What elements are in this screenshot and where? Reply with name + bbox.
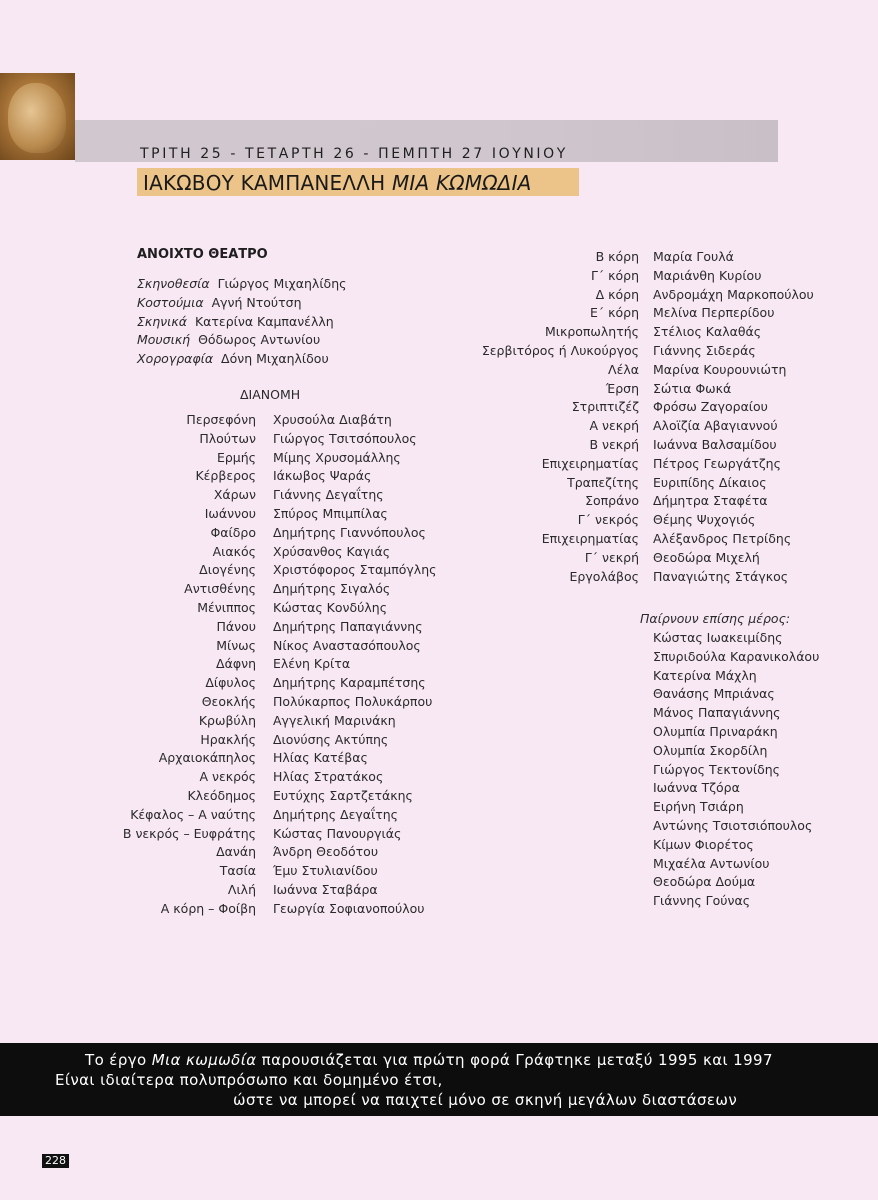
cast-actor: Αλοϊζία Αβαγιαννού (653, 418, 778, 434)
extras-list (653, 630, 819, 912)
cast-actor: Δημήτρης Σιγαλός (273, 581, 391, 597)
cast-role: Ιωάννου (204, 505, 256, 521)
cast-role: Σερβιτόρος ή Λυκούργος (481, 342, 639, 358)
note-line-2: Είναι ιδιαίτερα πολυπρόσωπο και δομημένο έτσι, (55, 1071, 443, 1089)
cast-role: Μένιππος (197, 599, 256, 615)
cast-actor: Χρυσούλα Διαβάτη (273, 412, 392, 427)
cast-actor: Θέμης Ψυχογιός (653, 512, 756, 528)
cast-role: Κλεόδημος (187, 787, 256, 803)
cast-role: Επιχειρηματίας (541, 455, 639, 471)
extra-name: Αντώνης Τσιοτσιόπουλος (653, 817, 813, 833)
cast-actor: Γιάννης Δεγαΐτης (273, 487, 384, 503)
cast-role: Β κόρη (595, 249, 639, 264)
cast-role: Γ΄ κόρη (590, 267, 639, 283)
cast-actor: Γεωργία Σοφιανοπούλου (273, 900, 425, 916)
cast-actor: Φρόσω Ζαγοραίου (653, 399, 768, 415)
cast-actor: Αλέξανδρος Πετρίδης (653, 530, 792, 546)
cast-role: Εργολάβος (569, 568, 639, 584)
cast-role: Κρωβύλη (198, 712, 256, 728)
cast-actor: Πέτρος Γεωργάτζης (653, 455, 781, 471)
cast-actor: Ηλίας Κατέβας (273, 750, 368, 766)
credit-name: Γιώργος Μιχαηλίδης (217, 276, 347, 291)
note-play-title: Μια κωμωδία (151, 1051, 257, 1069)
cast-role: Στριπτιζέζ (571, 399, 639, 415)
cast-role: Μικροπωλητής (544, 324, 639, 340)
cast-actor: Νίκος Αναστασόπουλος (273, 637, 421, 653)
cast-role: Β νεκρός – Ευφράτης (122, 825, 256, 841)
cast-actor: Ανδρομάχη Μαρκοπούλου (653, 286, 814, 302)
cast-role: Δ κόρη (595, 286, 639, 302)
cast-role: Β νεκρή (589, 436, 639, 452)
cast-actor: Μαρία Γουλά (653, 249, 734, 264)
cast-heading: ΔΙΑΝΟΜΗ (240, 387, 301, 402)
cast-actor: Ευτύχης Σαρτζετάκης (273, 787, 413, 803)
cast-role: Δανάη (216, 844, 256, 860)
extra-name: Κίμων Φιορέτος (653, 836, 754, 852)
cast-role: Διογένης (199, 562, 256, 578)
extra-name: Ειρήνη Τσιάρη (653, 799, 744, 815)
cast-actor: Πολύκαρπος Πολυκάρπου (273, 693, 433, 709)
portrait-face (8, 83, 66, 153)
cast-actor: Σώτια Φωκά (653, 380, 732, 396)
cast-actor: Δημήτρης Παπαγιάννης (273, 618, 423, 634)
credit-role: Κοστούμια (137, 294, 204, 310)
cast-role: Θεοκλής (201, 693, 256, 709)
cast-actor: Θεοδώρα Μιχελή (653, 549, 760, 565)
cast-actor: Ηλίας Στρατάκος (273, 769, 384, 785)
extra-name: Κώστας Ιωακειμίδης (653, 630, 783, 645)
cast-actor: Έμυ Στυλιανίδου (273, 863, 378, 879)
cast-role: Γ΄ νεκρή (584, 549, 639, 565)
cast-actor: Μαριάνθη Κυρίου (653, 267, 762, 283)
extra-name: Γιάννης Γούνας (653, 893, 751, 909)
cast-role: Δάφνη (216, 656, 256, 672)
extras-heading: Παίρνουν επίσης μέρος: (640, 611, 791, 626)
cast-actor: Ιάκωβος Ψαράς (273, 468, 372, 484)
cast-role: Κέφαλος – Α ναύτης (130, 806, 256, 822)
cast-role: Λιλή (227, 881, 256, 897)
cast-actor: Παναγιώτης Στάγκος (653, 568, 789, 584)
cast-actor: Γιάννης Σιδεράς (653, 342, 756, 358)
cast-role: Δίφυλος (205, 675, 256, 691)
cast-actor: Μίμης Χρυσομάλλης (273, 449, 401, 465)
credit-role: Σκηνοθεσία (137, 276, 210, 291)
extra-name: Ιωάννα Τζόρα (653, 780, 740, 796)
note-line-3: ώστε να μπορεί να παιχτεί μόνο σε σκηνή μεγάλων διαστάσεων (233, 1091, 738, 1109)
cast-role: Περσεφόνη (186, 412, 256, 427)
cast-actor: Ιωάννα Σταβάρα (273, 881, 378, 897)
note-line-1-pre: Το έργο (85, 1051, 152, 1069)
cast-role: Α κόρη – Φοίβη (160, 900, 256, 916)
cast-role: Μίνως (216, 637, 256, 653)
cast-role: Σοπράνο (585, 493, 639, 509)
portrait-photo (0, 73, 75, 160)
cast-actor: Ευριπίδης Δίκαιος (653, 474, 767, 490)
cast-actor: Άνδρη Θεοδότου (273, 844, 379, 860)
cast-actor: Γιώργος Τσιτσόπουλος (273, 430, 417, 446)
cast-role: Ε΄ κόρη (590, 305, 639, 321)
page-number: 228 (42, 1154, 69, 1168)
cast-actor: Χρύσανθος Καγιάς (273, 543, 391, 559)
play-title (143, 171, 532, 195)
credit-name: Θόδωρος Αντωνίου (198, 332, 321, 348)
cast-actor: Δημήτρης Δεγαΐτης (273, 806, 398, 822)
cast-actor: Δημήτρης Γιαννόπουλος (273, 524, 426, 540)
venue-heading: ΑΝΟΙΧΤΟ ΘΕΑΤΡΟ (137, 247, 268, 262)
cast-actor: Δημήτρης Καραμπέτσης (273, 675, 426, 691)
extra-name: Σπυριδούλα Καρανικολάου (653, 648, 820, 664)
cast-actor: Στέλιος Καλαθάς (653, 324, 762, 340)
cast-actor: Χριστόφορος Σταμπόγλης (273, 562, 437, 578)
credit-name: Κατερίνα Καμπανέλλη (194, 313, 334, 329)
extra-name: Ολυμπία Πριναράκη (653, 723, 778, 739)
cast-role: Έρση (605, 380, 639, 396)
cast-actor: Ελένη Κρίτα (273, 656, 351, 672)
title-author: ΙΑΚΩΒΟΥ ΚΑΜΠΑΝΕΛΛΗ (143, 171, 392, 195)
cast-role: Πάνου (216, 618, 256, 634)
cast-role: Επιχειρηματίας (541, 530, 639, 546)
extra-name: Θεοδώρα Δούμα (653, 874, 756, 890)
cast-role: Α νεκρή (589, 418, 639, 434)
cast-role: Φαίδρο (210, 524, 256, 540)
cast-actor: Μαρίνα Κουρουνιώτη (653, 361, 787, 377)
cast-role: Τασία (219, 863, 256, 879)
cast-role: Χάρων (213, 487, 256, 503)
cast-role: Τραπεζίτης (567, 474, 639, 490)
extra-name: Θανάσης Μπριάνας (653, 686, 775, 702)
extra-name: Γιώργος Τεκτονίδης (653, 761, 781, 777)
cast-role: Ηρακλής (200, 731, 256, 747)
cast-actor: Σπύρος Μπιμπίλας (273, 505, 388, 521)
cast-role: Πλούτων (199, 430, 256, 446)
cast-role: Λέλα (608, 361, 639, 377)
note-line-1-post: παρουσιάζεται για πρώτη φορά Γράφτηκε μεταξύ 1995 και 1997 (256, 1051, 773, 1069)
extra-name: Κατερίνα Μάχλη (653, 667, 757, 683)
extra-name: Μάνος Παπαγιάννης (653, 705, 781, 721)
cast-role: Κέρβερος (195, 468, 256, 484)
cast-actor: Δήμητρα Σταφέτα (653, 493, 768, 509)
title-play-name: ΜΙΑ ΚΩΜΩΔΙΑ (391, 171, 532, 195)
note-band (0, 1043, 878, 1116)
extra-name: Ολυμπία Σκορδίλη (653, 742, 768, 758)
cast-actor: Μελίνα Περπερίδου (653, 305, 775, 321)
cast-role: Ερμής (216, 449, 256, 465)
credit-role: Χορογραφία (137, 351, 214, 367)
cast-actor: Ιωάννα Βαλσαμίδου (653, 436, 777, 452)
cast-actor: Διονύσης Ακτύπης (273, 731, 389, 747)
cast-role: Α νεκρός (199, 769, 256, 785)
cast-actor: Αγγελική Μαρινάκη (273, 712, 396, 728)
note-line-1 (85, 1051, 773, 1069)
cast-role: Αρχαιοκάπηλος (158, 750, 256, 766)
extra-name: Μιχαέλα Αντωνίου (653, 855, 770, 871)
cast-role: Αιακός (212, 543, 256, 559)
performance-dates: ΤΡΙΤΗ 25 - ΤΕΤΑΡΤΗ 26 - ΠΕΜΠΤΗ 27 ΙΟΥΝΙΟΥ (140, 146, 568, 162)
credit-role: Σκηνικά (137, 313, 188, 329)
cast-role: Γ΄ νεκρός (577, 512, 639, 528)
credit-name: Δόνη Μιχαηλίδου (221, 351, 329, 367)
cast-actor: Κώστας Πανουργιάς (273, 825, 402, 841)
credit-name: Αγνή Ντούτση (211, 294, 302, 310)
cast-actor: Κώστας Κονδύλης (273, 599, 388, 615)
cast-role: Αντισθένης (184, 581, 256, 597)
credit-role: Μουσική (137, 332, 191, 348)
